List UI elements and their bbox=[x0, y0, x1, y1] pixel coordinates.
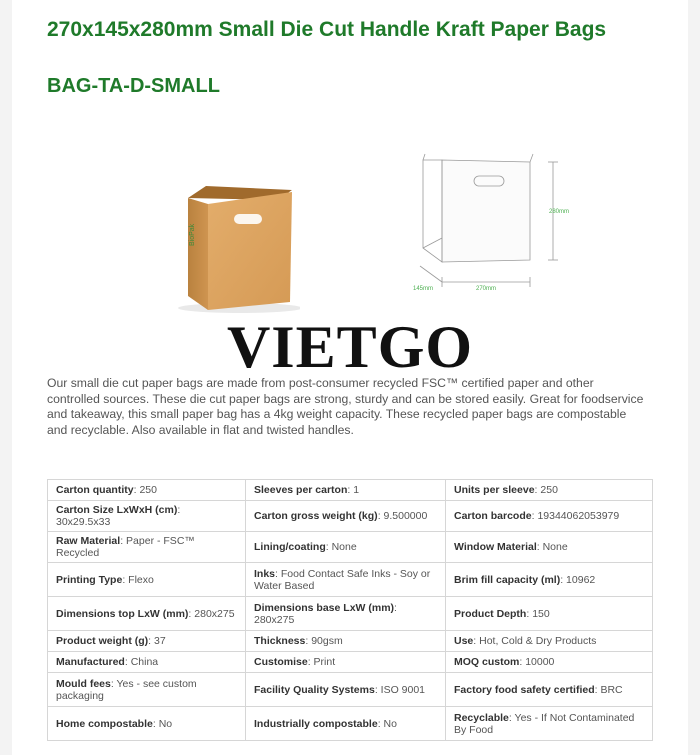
table-row bbox=[48, 673, 653, 707]
spec-value: 10962 bbox=[566, 573, 596, 586]
spec-cell: Product weight (g): 37 bbox=[48, 631, 246, 652]
spec-label: Product Depth bbox=[454, 607, 527, 620]
spec-cell: Units per sleeve: 250 bbox=[446, 480, 653, 501]
table-row bbox=[48, 532, 653, 563]
spec-cell: Carton Size LxWxH (cm): 30x29.5x33 bbox=[48, 501, 246, 532]
spec-label: Dimensions top LxW (mm) bbox=[56, 607, 189, 620]
spec-value: 90gsm bbox=[311, 635, 343, 647]
height-label: 280mm bbox=[549, 209, 570, 215]
table-row bbox=[48, 597, 653, 631]
bag-gusset bbox=[188, 198, 208, 310]
spec-value: 1 bbox=[353, 484, 360, 496]
spec-label: Factory food safety certified bbox=[454, 683, 595, 696]
spec-cell: Product Depth: 150 bbox=[446, 597, 653, 631]
spec-value: 37 bbox=[154, 635, 166, 647]
spec-cell: Manufactured: China bbox=[48, 652, 246, 673]
spec-label: Carton barcode bbox=[454, 510, 532, 522]
product-photo bbox=[160, 178, 300, 318]
spec-label: MOQ custom bbox=[454, 656, 520, 668]
width-label: 270mm bbox=[476, 286, 497, 292]
spec-label: Use bbox=[454, 635, 474, 647]
spec-cell: Carton barcode: 19344062053979 bbox=[446, 501, 653, 532]
spec-label: Manufactured bbox=[56, 656, 125, 668]
spec-value: Food Contact Safe Inks - Soy or Water Based bbox=[254, 567, 431, 592]
spec-value: 280x275 bbox=[254, 613, 295, 626]
spec-cell: MOQ custom: 10000 bbox=[446, 652, 653, 673]
spec-cell: Lining/coating: None bbox=[246, 532, 446, 563]
spec-label: Industrially compostable bbox=[254, 717, 378, 730]
spec-value: 150 bbox=[532, 607, 550, 620]
spec-cell: Carton gross weight (kg): 9.500000 bbox=[246, 501, 446, 532]
spec-value: 250 bbox=[139, 484, 157, 496]
spec-cell: Customise: Print bbox=[246, 652, 446, 673]
spec-value: No bbox=[158, 717, 173, 730]
spec-value: Hot, Cold & Dry Products bbox=[479, 635, 597, 647]
spec-cell: Thickness: 90gsm bbox=[246, 631, 446, 652]
watermark: VIETGO bbox=[226, 314, 474, 380]
table-row bbox=[48, 652, 653, 673]
spec-label: Dimensions base LxW (mm) bbox=[254, 601, 395, 614]
spec-cell: Brim fill capacity (ml): 10962 bbox=[446, 563, 653, 597]
spec-label: Carton quantity bbox=[56, 484, 134, 496]
handle-cutout bbox=[234, 214, 262, 224]
bag-front bbox=[208, 192, 292, 310]
spec-value: Yes - If Not Contaminated By Food bbox=[454, 711, 635, 736]
spec-label: Printing Type bbox=[56, 573, 123, 586]
spec-cell: Window Material: None bbox=[446, 532, 653, 563]
spec-cell: Printing Type: Flexo bbox=[48, 563, 246, 597]
diagram-front bbox=[442, 160, 530, 262]
spec-value: None bbox=[542, 541, 568, 553]
spec-cell: Dimensions top LxW (mm): 280x275 bbox=[48, 597, 246, 631]
product-description: Our small die cut paper bags are made from post-consumer recycled FSC™ certified paper and other controlled sources. These die cut paper bags are strong, sturdy and can be stored easily. Great for foodservice and takeaway, this small paper bag has a 4kg weight capacity. These recycled paper bags are compostable and recyclable. Also available in flat and twisted handles. bbox=[47, 376, 644, 437]
spec-cell: Raw Material: Paper - FSC™ Recycled bbox=[48, 532, 246, 563]
spec-value: Print bbox=[313, 656, 336, 668]
spec-label: Sleeves per carton bbox=[254, 484, 348, 496]
specs-table bbox=[47, 479, 653, 741]
spec-cell: Mould fees: Yes - see custom packaging bbox=[48, 673, 246, 707]
spec-value: 19344062053979 bbox=[537, 510, 620, 522]
spec-label: Units per sleeve bbox=[454, 484, 535, 496]
spec-value: 10000 bbox=[525, 656, 555, 668]
spec-label: Inks bbox=[254, 567, 276, 580]
table-row bbox=[48, 480, 653, 501]
spec-value: 250 bbox=[540, 484, 558, 496]
table-row bbox=[48, 707, 653, 741]
depth-label: 145mm bbox=[413, 286, 434, 292]
spec-value: Flexo bbox=[128, 573, 154, 586]
spec-cell: Recyclable: Yes - If Not Contaminated By Food bbox=[446, 707, 653, 741]
spec-label: Facility Quality Systems bbox=[254, 683, 375, 696]
spec-label: Recyclable bbox=[454, 711, 509, 724]
spec-label: Raw Material bbox=[56, 535, 121, 547]
spec-value: 280x275 bbox=[194, 607, 235, 620]
spec-value: Yes - see custom packaging bbox=[56, 677, 197, 702]
product-page bbox=[12, 0, 688, 755]
spec-label: Carton gross weight (kg) bbox=[254, 510, 378, 522]
product-sku: BAG-TA-D-SMALL bbox=[47, 75, 220, 97]
spec-value: No bbox=[383, 717, 397, 730]
table-row bbox=[48, 563, 653, 597]
spec-cell: Use: Hot, Cold & Dry Products bbox=[446, 631, 653, 652]
spec-value: 30x29.5x33 bbox=[56, 516, 111, 528]
brand-print: BioPak bbox=[189, 223, 196, 246]
spec-value: 9.500000 bbox=[383, 510, 428, 522]
table-row bbox=[48, 631, 653, 652]
spec-label: Mould fees bbox=[56, 677, 111, 690]
product-title: 270x145x280mm Small Die Cut Handle Kraft Paper Bags bbox=[47, 18, 607, 41]
spec-label: Brim fill capacity (ml) bbox=[454, 573, 561, 586]
spec-label: Thickness bbox=[254, 635, 306, 647]
spec-cell: Facility Quality Systems: ISO 9001 bbox=[246, 673, 446, 707]
table-row bbox=[48, 501, 653, 532]
dimension-diagram bbox=[390, 148, 590, 298]
spec-value: None bbox=[331, 541, 357, 553]
spec-label: Window Material bbox=[454, 541, 537, 553]
spec-cell: Factory food safety certified: BRC bbox=[446, 673, 653, 707]
spec-cell: Industrially compostable: No bbox=[246, 707, 446, 741]
depth-dimension-line bbox=[420, 266, 442, 282]
spec-cell: Home compostable: No bbox=[48, 707, 246, 741]
spec-value: ISO 9001 bbox=[380, 683, 426, 696]
spec-label: Product weight (g) bbox=[56, 635, 149, 647]
spec-value: China bbox=[130, 656, 159, 668]
spec-label: Carton Size LxWxH (cm) bbox=[56, 504, 178, 516]
spec-label: Lining/coating bbox=[254, 541, 326, 553]
spec-label: Home compostable bbox=[56, 717, 153, 730]
spec-cell: Sleeves per carton: 1 bbox=[246, 480, 446, 501]
spec-value: Paper - FSC™ Recycled bbox=[56, 535, 195, 559]
spec-cell: Inks: Food Contact Safe Inks - Soy or Water Based bbox=[246, 563, 446, 597]
spec-label: Customise bbox=[254, 656, 308, 668]
spec-value: BRC bbox=[600, 683, 623, 696]
spec-cell: Carton quantity: 250 bbox=[48, 480, 246, 501]
spec-cell: Dimensions base LxW (mm): 280x275 bbox=[246, 597, 446, 631]
